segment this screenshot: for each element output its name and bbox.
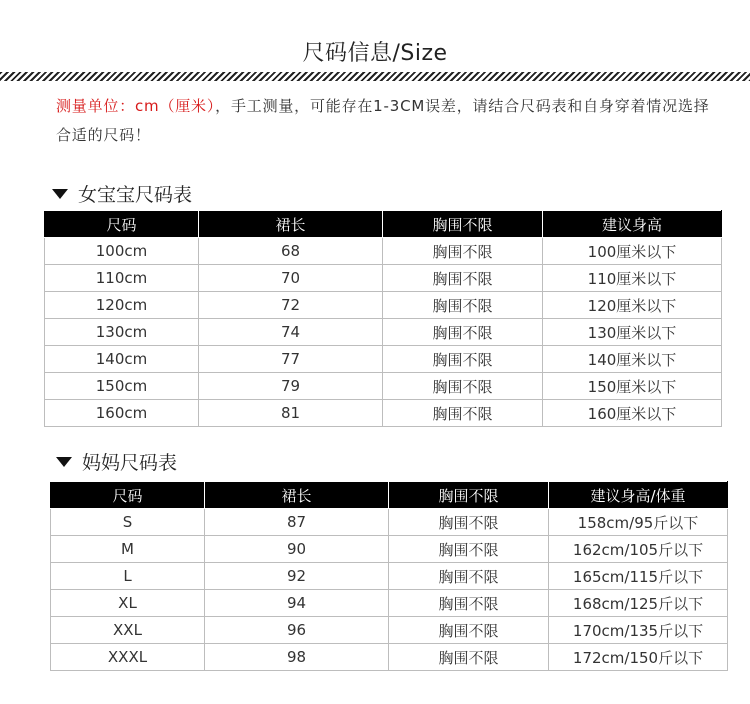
- cell-size: 150cm: [45, 373, 199, 400]
- cell-bust: 胸围不限: [383, 292, 543, 319]
- cell-height: 150厘米以下: [543, 373, 722, 400]
- cell-height: 130厘米以下: [543, 319, 722, 346]
- header-size: 尺码: [45, 211, 199, 238]
- cell-length: 98: [205, 644, 389, 671]
- cell-height: 160厘米以下: [543, 400, 722, 427]
- girls-size-title: [52, 180, 192, 207]
- measurement-unit-note: 测量单位：cm（厘米）: [56, 97, 216, 115]
- cell-bust: 胸围不限: [383, 238, 543, 265]
- cell-length: 77: [199, 346, 383, 373]
- cell-bust: 胸围不限: [383, 319, 543, 346]
- page-title: 尺码信息/Size: [302, 41, 448, 66]
- cell-length: 79: [199, 373, 383, 400]
- cell-size: 160cm: [45, 400, 199, 427]
- header-height: 建议身高: [543, 211, 722, 238]
- cell-size: XXXL: [51, 644, 205, 671]
- cell-size: M: [51, 536, 205, 563]
- cell-bust: 胸围不限: [389, 590, 549, 617]
- cell-height-weight: 172cm/150斤以下: [549, 644, 728, 671]
- triangle-down-icon: [52, 189, 68, 199]
- cell-height: 100厘米以下: [543, 238, 722, 265]
- table-row: [45, 292, 722, 319]
- table-row: [51, 590, 728, 617]
- cell-bust: 胸围不限: [389, 563, 549, 590]
- header-length: 裙长: [199, 211, 383, 238]
- cell-height: 110厘米以下: [543, 265, 722, 292]
- cell-height-weight: 170cm/135斤以下: [549, 617, 728, 644]
- table-row: [51, 509, 728, 536]
- cell-bust: 胸围不限: [389, 509, 549, 536]
- cell-length: 90: [205, 536, 389, 563]
- cell-size: XXL: [51, 617, 205, 644]
- cell-bust: 胸围不限: [383, 400, 543, 427]
- cell-size: 120cm: [45, 292, 199, 319]
- cell-size: 110cm: [45, 265, 199, 292]
- cell-height-weight: 165cm/115斤以下: [549, 563, 728, 590]
- cell-length: 70: [199, 265, 383, 292]
- table-row: [51, 563, 728, 590]
- cell-size: 100cm: [45, 238, 199, 265]
- cell-length: 81: [199, 400, 383, 427]
- cell-size: XL: [51, 590, 205, 617]
- cell-length: 74: [199, 319, 383, 346]
- measurement-note-text: ，手工测量，可能存在1-3CM误差，请结合尺码表和自身穿着情况选择合适的尺码！: [56, 97, 710, 144]
- mothers-size-table: [50, 481, 728, 671]
- table-row: [45, 346, 722, 373]
- table-row: [45, 319, 722, 346]
- hatch-divider: [0, 72, 750, 81]
- cell-bust: 胸围不限: [389, 644, 549, 671]
- cell-height: 120厘米以下: [543, 292, 722, 319]
- cell-size: 130cm: [45, 319, 199, 346]
- cell-height: 140厘米以下: [543, 346, 722, 373]
- table-row: [51, 644, 728, 671]
- measurement-note: [56, 92, 716, 150]
- cell-length: 68: [199, 238, 383, 265]
- table-row: [51, 536, 728, 563]
- table-row: [45, 238, 722, 265]
- cell-bust: 胸围不限: [383, 346, 543, 373]
- cell-size: L: [51, 563, 205, 590]
- table-header-row: [51, 482, 728, 509]
- header-size: 尺码: [51, 482, 205, 509]
- table-row: [45, 400, 722, 427]
- cell-size: 140cm: [45, 346, 199, 373]
- header-bust: 胸围不限: [389, 482, 549, 509]
- table-row: [51, 617, 728, 644]
- cell-length: 96: [205, 617, 389, 644]
- cell-height-weight: 162cm/105斤以下: [549, 536, 728, 563]
- cell-bust: 胸围不限: [389, 536, 549, 563]
- mothers-size-title-text: 妈妈尺码表: [82, 452, 178, 474]
- table-row: [45, 373, 722, 400]
- table-row: [45, 265, 722, 292]
- header-length: 裙长: [205, 482, 389, 509]
- cell-length: 94: [205, 590, 389, 617]
- header-height-weight: 建议身高/体重: [549, 482, 728, 509]
- mothers-size-title: [56, 448, 177, 475]
- cell-bust: 胸围不限: [383, 373, 543, 400]
- girls-size-title-text: 女宝宝尺码表: [78, 184, 193, 206]
- table-header-row: [45, 211, 722, 238]
- header-bust: 胸围不限: [383, 211, 543, 238]
- cell-length: 92: [205, 563, 389, 590]
- cell-bust: 胸围不限: [383, 265, 543, 292]
- cell-bust: 胸围不限: [389, 617, 549, 644]
- cell-size: S: [51, 509, 205, 536]
- girls-size-table: [44, 210, 722, 427]
- cell-length: 87: [205, 509, 389, 536]
- cell-length: 72: [199, 292, 383, 319]
- cell-height-weight: 168cm/125斤以下: [549, 590, 728, 617]
- cell-height-weight: 158cm/95斤以下: [549, 509, 728, 536]
- triangle-down-icon: [56, 457, 72, 467]
